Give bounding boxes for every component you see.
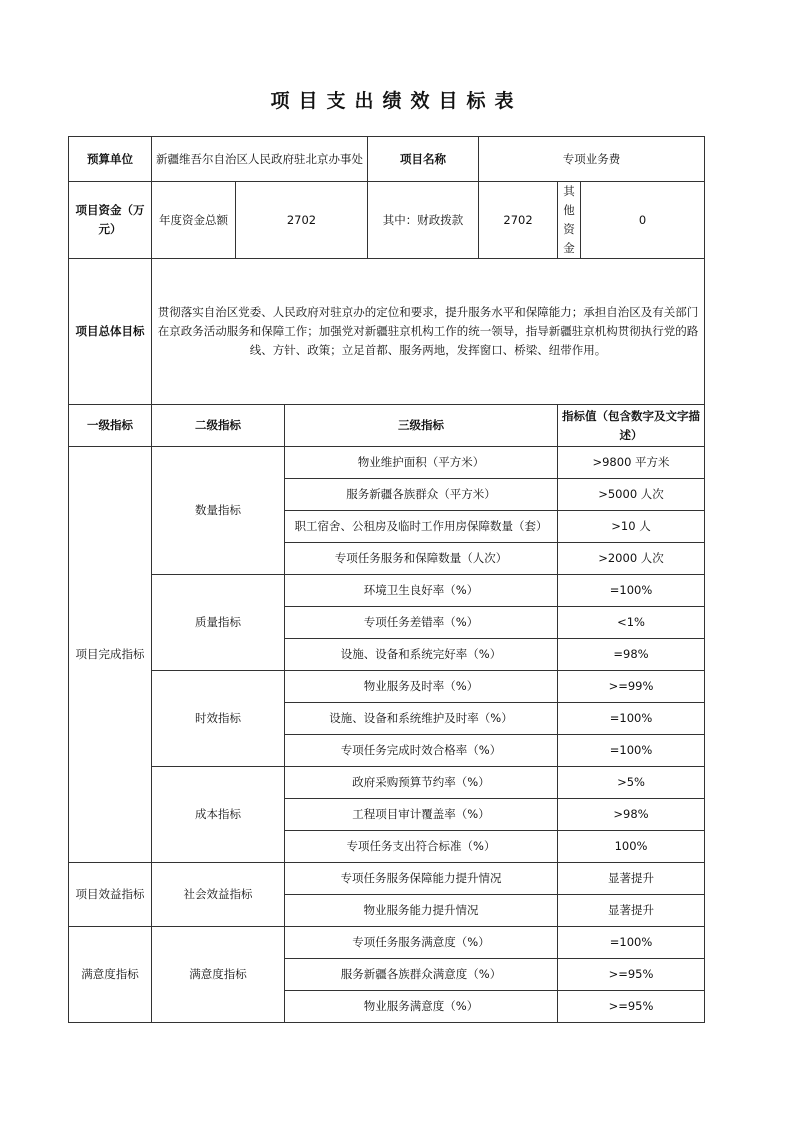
column-header-level1: 一级指标 <box>69 405 152 447</box>
indicator-value: >2000 人次 <box>558 543 705 575</box>
indicator-value: =98% <box>558 639 705 671</box>
table-row <box>69 575 705 607</box>
level3-indicator: 服务新疆各族群众满意度（%） <box>285 959 558 991</box>
indicator-value: =100% <box>558 927 705 959</box>
table-row <box>69 863 705 895</box>
level3-indicator: 专项任务完成时效合格率（%） <box>285 735 558 767</box>
page-title: 项目支出绩效目标表 <box>270 90 523 112</box>
indicator-value: 显著提升 <box>558 895 705 927</box>
header-row <box>69 137 705 182</box>
project-name-label: 项目名称 <box>368 137 479 182</box>
indicator-value: >5% <box>558 767 705 799</box>
level1-indicator: 项目完成指标 <box>69 447 152 863</box>
indicator-value: <1% <box>558 607 705 639</box>
indicator-value: >9800 平方米 <box>558 447 705 479</box>
table-row <box>69 767 705 799</box>
performance-table <box>68 136 705 1023</box>
column-header-level2: 二级指标 <box>152 405 285 447</box>
level3-indicator: 设施、设备和系统维护及时率（%） <box>285 703 558 735</box>
level3-indicator: 服务新疆各族群众（平方米） <box>285 479 558 511</box>
column-header-row <box>69 405 705 447</box>
level3-indicator: 专项任务服务和保障数量（人次） <box>285 543 558 575</box>
level3-indicator: 物业服务满意度（%） <box>285 991 558 1023</box>
table-row <box>69 927 705 959</box>
table-row <box>69 447 705 479</box>
level2-indicator: 时效指标 <box>152 671 285 767</box>
level3-indicator: 政府采购预算节约率（%） <box>285 767 558 799</box>
level3-indicator: 专项任务服务保障能力提升情况 <box>285 863 558 895</box>
indicator-value: >=99% <box>558 671 705 703</box>
level2-indicator: 社会效益指标 <box>152 863 285 927</box>
level2-indicator: 满意度指标 <box>152 927 285 1023</box>
level3-indicator: 职工宿舍、公租房及临时工作用房保障数量（套） <box>285 511 558 543</box>
funds-row <box>69 182 705 259</box>
level3-indicator: 物业服务及时率（%） <box>285 671 558 703</box>
level3-indicator: 工程项目审计覆盖率（%） <box>285 799 558 831</box>
indicator-value: >=95% <box>558 959 705 991</box>
budget-unit-value: 新疆维吾尔自治区人民政府驻北京办事处 <box>152 137 368 182</box>
indicator-value: 显著提升 <box>558 863 705 895</box>
level3-indicator: 设施、设备和系统完好率（%） <box>285 639 558 671</box>
indicator-value: =100% <box>558 575 705 607</box>
goal-label: 项目总体目标 <box>69 259 152 405</box>
level3-indicator: 环境卫生良好率（%） <box>285 575 558 607</box>
project-name-value: 专项业务费 <box>479 137 705 182</box>
level3-indicator: 专项任务差错率（%） <box>285 607 558 639</box>
level3-indicator: 专项任务支出符合标准（%） <box>285 831 558 863</box>
indicator-value: >5000 人次 <box>558 479 705 511</box>
level2-indicator: 数量指标 <box>152 447 285 575</box>
table-row <box>69 671 705 703</box>
funds-label: 项目资金（万元） <box>69 182 152 259</box>
level3-indicator: 物业服务能力提升情况 <box>285 895 558 927</box>
level2-indicator: 成本指标 <box>152 767 285 863</box>
goal-row <box>69 259 705 405</box>
indicator-value: 100% <box>558 831 705 863</box>
budget-unit-label: 预算单位 <box>69 137 152 182</box>
column-header-value: 指标值（包含数字及文字描述） <box>558 405 705 447</box>
other-funds-value: 0 <box>581 182 705 259</box>
indicator-value: >10 人 <box>558 511 705 543</box>
indicator-value: =100% <box>558 703 705 735</box>
level1-indicator: 满意度指标 <box>69 927 152 1023</box>
goal-text: 贯彻落实自治区党委、人民政府对驻京办的定位和要求，提升服务水平和保障能力；承担自治区及有关部门在京政务活动服务和保障工作；加强党对新疆驻京机构工作的统一领导，指导新疆驻京机构贯彻执行党的路线、方针、政策；立足首都、服务两地，发挥窗口、桥梁、纽带作用。 <box>152 259 705 405</box>
fiscal-funds-label: 其中：财政拨款 <box>368 182 479 259</box>
other-funds-label: 其他资金 <box>558 182 581 259</box>
annual-funds-value: 2702 <box>236 182 368 259</box>
level3-indicator: 物业维护面积（平方米） <box>285 447 558 479</box>
annual-funds-label: 年度资金总额 <box>152 182 236 259</box>
level3-indicator: 专项任务服务满意度（%） <box>285 927 558 959</box>
level1-indicator: 项目效益指标 <box>69 863 152 927</box>
indicator-value: >=95% <box>558 991 705 1023</box>
column-header-level3: 三级指标 <box>285 405 558 447</box>
indicator-value: >98% <box>558 799 705 831</box>
indicator-value: =100% <box>558 735 705 767</box>
fiscal-funds-value: 2702 <box>479 182 558 259</box>
level2-indicator: 质量指标 <box>152 575 285 671</box>
